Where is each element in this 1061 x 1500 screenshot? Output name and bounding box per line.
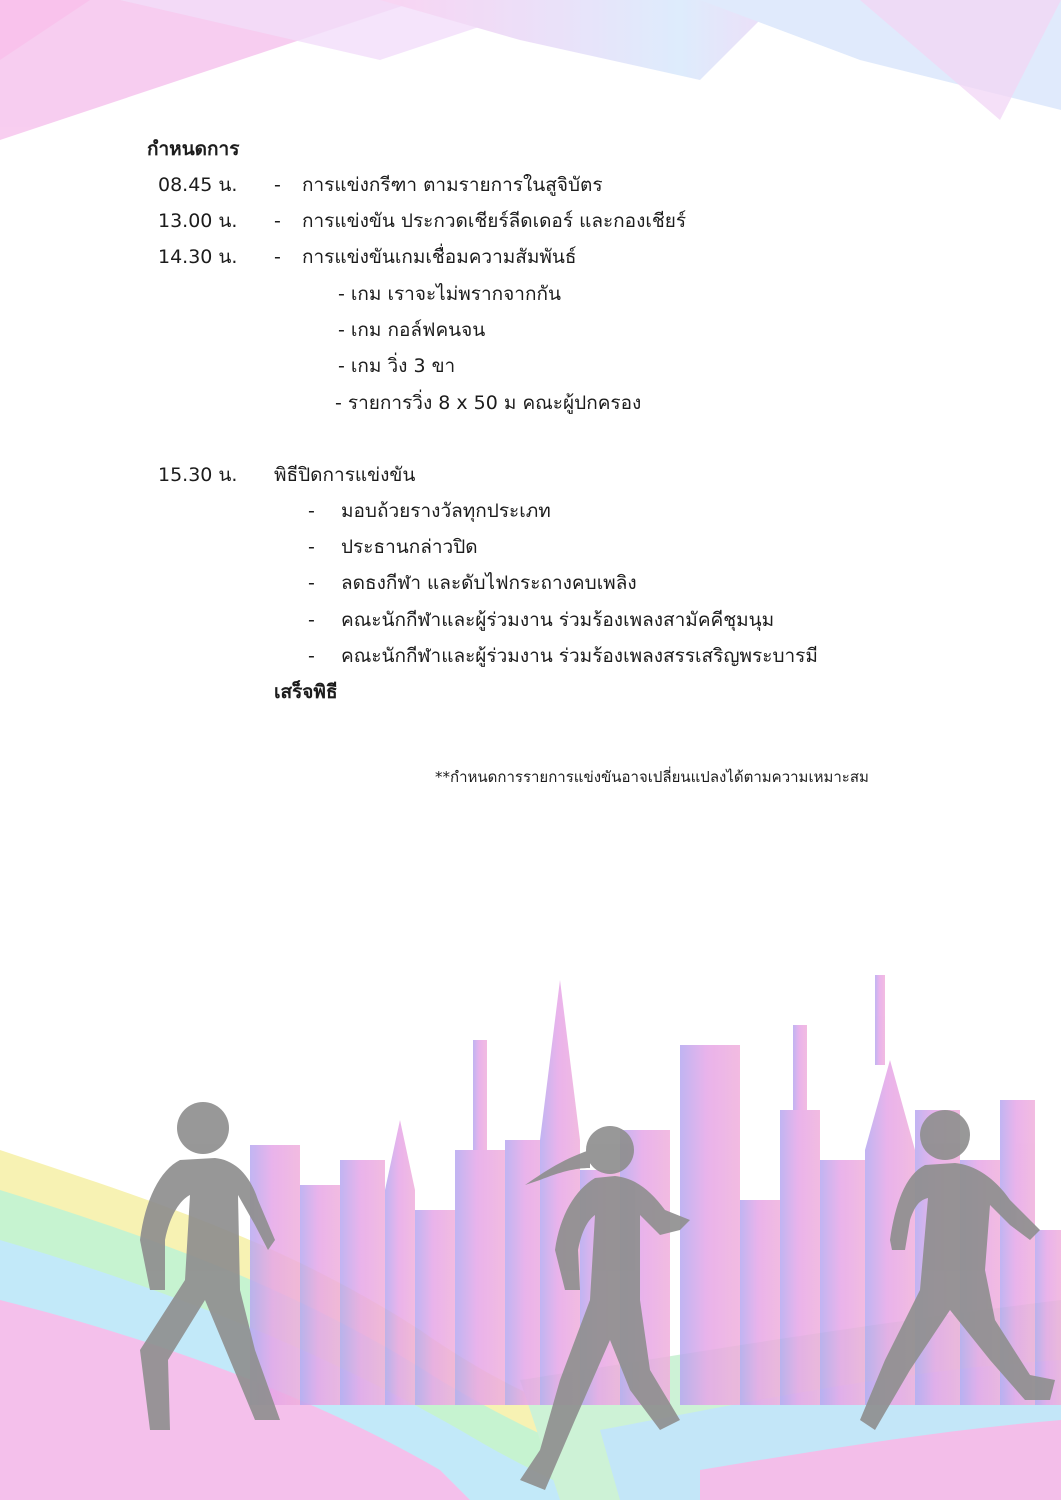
closing-item: ลดธงกีฬา และดับไฟกระถางคบเพลิง <box>341 572 637 594</box>
closing-end: เสร็จพิธี <box>274 681 338 703</box>
closing-dash: - <box>308 645 315 667</box>
closing-dash: - <box>308 572 315 594</box>
closing-item: มอบถ้วยรางวัลทุกประเภท <box>341 500 551 522</box>
schedule-text: การแข่งกรีฑา ตามรายการในสูจิบัตร <box>302 174 603 196</box>
closing-item: ประธานกล่าวปิด <box>341 536 478 558</box>
closing-dash: - <box>308 609 315 631</box>
closing-item: คณะนักกีฬาและผู้ร่วมงาน ร่วมร้องเพลงสรรเสริญพระบารมี <box>341 645 818 667</box>
game-item: - เกม กอล์ฟคนจน <box>338 319 486 341</box>
game-item: - เกม เราจะไม่พรากจากกัน <box>338 283 561 305</box>
closing-title: พิธีปิดการแข่งขัน <box>274 464 416 486</box>
schedule-text: การแข่งขัน ประกวดเชียร์ลีดเดอร์ และกองเชียร์ <box>302 210 687 232</box>
schedule-time: 13.00 น. <box>158 210 238 232</box>
schedule-dash: - <box>274 174 281 196</box>
schedule-text: การแข่งขันเกมเชื่อมความสัมพันธ์ <box>302 246 577 268</box>
schedule-dash: - <box>274 210 281 232</box>
schedule-dash: - <box>274 246 281 268</box>
game-item: - รายการวิ่ง 8 x 50 ม คณะผู้ปกครอง <box>335 392 642 414</box>
page-title: กำหนดการ <box>147 138 240 160</box>
closing-dash: - <box>308 536 315 558</box>
game-item: - เกม วิ่ง 3 ขา <box>338 355 456 377</box>
footnote: **กำหนดการรายการแข่งขันอาจเปลี่ยนแปลงได้ตามความเหมาะสม <box>435 768 869 786</box>
schedule-time: 08.45 น. <box>158 174 238 196</box>
closing-dash: - <box>308 500 315 522</box>
closing-item: คณะนักกีฬาและผู้ร่วมงาน ร่วมร้องเพลงสามัคคีชุมนุม <box>341 609 775 631</box>
closing-time: 15.30 น. <box>158 464 238 486</box>
schedule-time: 14.30 น. <box>158 246 238 268</box>
